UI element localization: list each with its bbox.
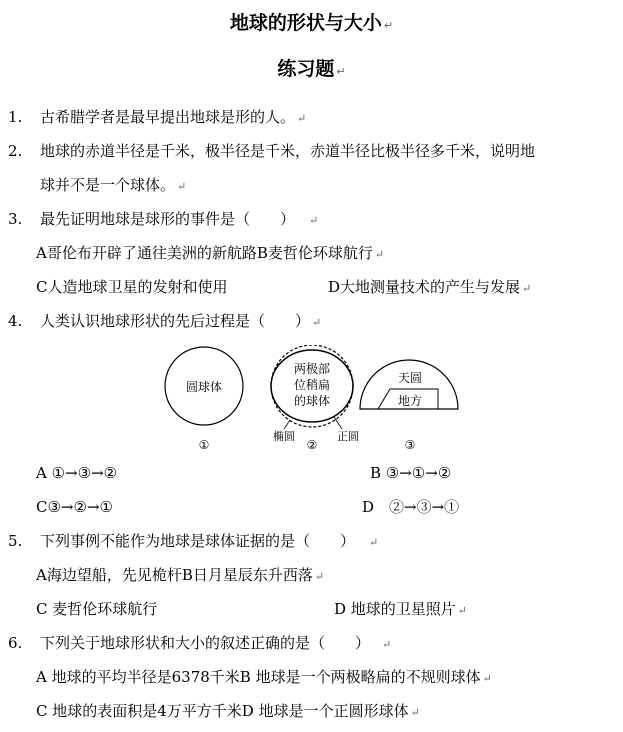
question-5-option-a: A海边望船，先见桅杆B日月星辰东升西落 ↵: [36, 566, 325, 584]
earth-label: 地方: [397, 394, 423, 408]
oblate-label-line-2: 位稍扁: [293, 378, 331, 392]
question-5-number: 5.: [8, 532, 23, 550]
document-title: 地球的形状与大小 ↵: [229, 12, 394, 34]
round-label: 正圆: [337, 430, 359, 443]
question-3-option-c: C人造地球卫星的发射和使用: [36, 278, 228, 296]
question-5-option-c: C 麦哲伦环球航行: [36, 600, 158, 618]
diagram-number-3: ③: [404, 438, 416, 452]
question-6-option-a: A 地球的平均半径是6378千米B 地球是一个两极略扁的不规则球体 ↵: [36, 668, 492, 686]
question-2-number: 2.: [8, 142, 23, 160]
question-3-text: 最先证明地球是球形的事件是（ ） ↵: [40, 210, 319, 228]
question-4-option-c: C③→②→①: [36, 498, 113, 516]
question-1-text: 古希腊学者是最早提出地球是形的人。 ↵: [40, 108, 307, 126]
question-1-number: 1.: [8, 108, 23, 126]
question-4-text: 人类认识地球形状的先后过程是（ ） ↵: [40, 312, 322, 330]
question-5-option-d: D 地球的卫星照片 ↵: [334, 600, 468, 618]
question-6-option-c: C 地球的表面积是4万平方千米D 地球是一个正圆形球体 ↵: [36, 702, 420, 720]
question-4-number: 4.: [8, 312, 23, 330]
question-5-text: 下列事例不能作为地球是球体证据的是（ ） ↵: [40, 532, 379, 550]
sphere-label: 圆球体: [185, 380, 223, 394]
oblate-label-line-3: 的球体: [293, 394, 331, 408]
document-subtitle: 练习题 ↵: [277, 58, 346, 80]
question-2-text: 地球的赤道半径是千米，极半径是千米，赤道半径比极半径多千米，说明地: [40, 142, 536, 160]
diagram-number-1: ①: [198, 438, 210, 452]
question-3-number: 3.: [8, 210, 23, 228]
ellipse-label: 椭圆: [273, 430, 295, 443]
question-3-option-a: A哥伦布开辟了通往美洲的新航路B麦哲伦环球航行 ↵: [36, 244, 385, 262]
question-6-number: 6.: [8, 634, 23, 652]
question-4-option-a: A ①→③→②: [36, 464, 118, 482]
earth-shape-figure: [160, 345, 470, 457]
question-2-text-cont: 球并不是一个球体。 ↵: [40, 176, 187, 194]
question-4-option-d: D ②→③→①: [362, 498, 460, 516]
sky-label: 天圆: [397, 371, 423, 385]
question-6-text: 下列关于地球形状和大小的叙述正确的是（ ） ↵: [40, 634, 392, 652]
oblate-label-line-1: 两极部: [293, 362, 331, 376]
diagram-number-2: ②: [306, 438, 318, 452]
question-4-option-b: B ③→①→②: [370, 464, 452, 482]
question-3-option-d: D大地测量技术的产生与发展 ↵: [328, 278, 532, 296]
